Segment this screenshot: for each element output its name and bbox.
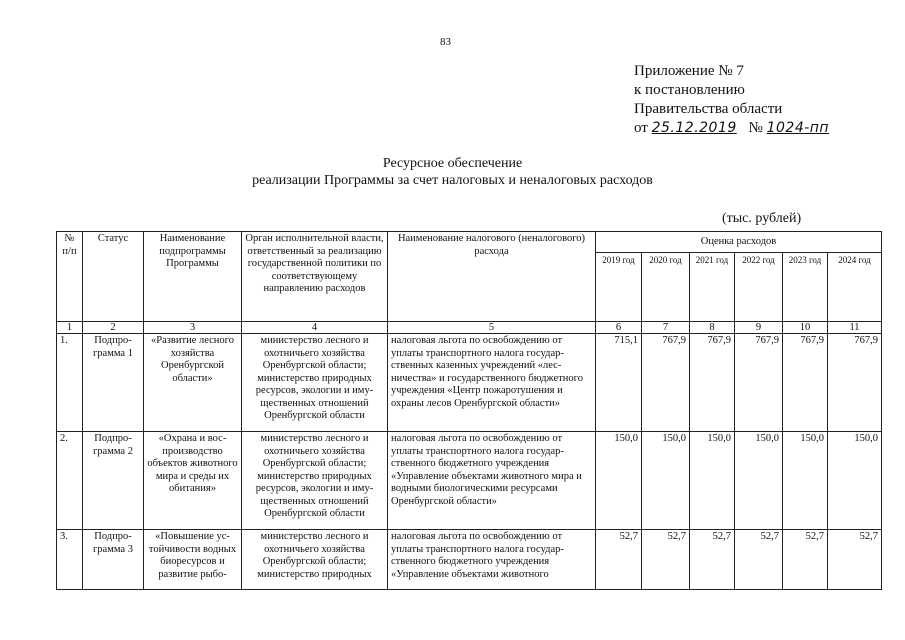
- row-number: 3.: [57, 530, 83, 590]
- row-subprogram: «Повышение устойчивости водных биоресурсов и развитие рыбо-: [144, 530, 242, 590]
- header-subprogram: Наименование подпрограммы Программы: [144, 232, 242, 322]
- document-title: [0, 155, 905, 189]
- row-number: 2.: [57, 432, 83, 530]
- column-number-row: [57, 322, 882, 334]
- column-number: 7: [642, 322, 690, 334]
- resource-table: [56, 231, 882, 590]
- row-value: 150,0: [642, 432, 690, 530]
- row-value: 52,7: [690, 530, 735, 590]
- row-value: 52,7: [828, 530, 882, 590]
- row-authority: министерство лесного и охотничьего хозяйства Оренбургской области; министерство природных: [242, 530, 388, 590]
- appendix-title: Приложение № 7: [634, 63, 744, 79]
- row-value: 150,0: [690, 432, 735, 530]
- header-year: 2024 год: [828, 252, 882, 321]
- appendix-line-resolution: к постановлению: [634, 82, 745, 98]
- column-number: 9: [735, 322, 783, 334]
- table-row: [57, 432, 882, 530]
- row-status: Подпрограмма 1: [83, 334, 144, 432]
- header-expense: Наименование налогового (неналогового) расхода: [388, 232, 596, 322]
- row-authority: министерство лесного и охотничьего хозяйства Оренбургской области; министерство природных ресурсов, экологии и имущественных отношений Оренбургской области: [242, 432, 388, 530]
- header-year: 2020 год: [642, 252, 690, 321]
- row-value: 52,7: [783, 530, 828, 590]
- row-value: 150,0: [596, 432, 642, 530]
- row-value: 767,9: [783, 334, 828, 432]
- header-year: 2023 год: [783, 252, 828, 321]
- header-status: Статус: [83, 232, 144, 322]
- row-subprogram: «Развитие лесного хозяйства Оренбургской области»: [144, 334, 242, 432]
- column-number: 2: [83, 322, 144, 334]
- row-value: 150,0: [783, 432, 828, 530]
- column-number: 6: [596, 322, 642, 334]
- title-line-1: Ресурсное обеспечение: [382, 156, 523, 171]
- header-row: [57, 232, 882, 253]
- header-num: № п/п: [57, 232, 83, 322]
- header-year: 2022 год: [735, 252, 783, 321]
- row-value: 52,7: [596, 530, 642, 590]
- header-year: 2021 год: [690, 252, 735, 321]
- title-line-2: реализации Программы за счет налоговых и неналоговых расходов: [252, 173, 653, 188]
- row-value: 52,7: [735, 530, 783, 590]
- page-number: 83: [440, 36, 451, 48]
- header-year: 2019 год: [596, 252, 642, 321]
- row-authority: министерство лесного и охотничьего хозяйства Оренбургской области; министерство природных ресурсов, экологии и имущественных отношений Оренбургской области: [242, 334, 388, 432]
- row-expense: налоговая льгота по освобождению от уплаты транспортного налога государственных казенных учреждений «лесничества» и государственного бюджетного учреждения «Центр пожаротушения и охраны лесов Оренбургской области»: [388, 334, 596, 432]
- column-number: 10: [783, 322, 828, 334]
- appendix-date-line: [634, 119, 829, 138]
- date-prefix: от: [634, 120, 648, 136]
- row-value: 715,1: [596, 334, 642, 432]
- column-number: 8: [690, 322, 735, 334]
- handwritten-date: 25.12.2019: [651, 120, 737, 136]
- row-status: Подпрограмма 2: [83, 432, 144, 530]
- row-subprogram: «Охрана и воспроизводство объектов животного мира и среды их обитания»: [144, 432, 242, 530]
- row-value: 767,9: [735, 334, 783, 432]
- row-number: 1.: [57, 334, 83, 432]
- units-label: (тыс. рублей): [722, 211, 802, 226]
- appendix-block: [634, 62, 829, 138]
- row-value: 52,7: [642, 530, 690, 590]
- table-row: [57, 334, 882, 432]
- column-number: 11: [828, 322, 882, 334]
- column-number: 4: [242, 322, 388, 334]
- row-expense: налоговая льгота по освобождению от уплаты транспортного налога государственного бюджетного учреждения «Управление объектами животного мира и водными биологическими ресурсами Оренбургской области»: [388, 432, 596, 530]
- row-expense: налоговая льгота по освобождению от уплаты транспортного налога государственного бюджетного учреждения «Управление объектами животного: [388, 530, 596, 590]
- header-authority: Орган исполнительной власти, ответственный за реализацию государственной политики по соответствующему направлению расходов: [242, 232, 388, 322]
- column-number: 3: [144, 322, 242, 334]
- row-value: 150,0: [735, 432, 783, 530]
- row-value: 767,9: [642, 334, 690, 432]
- row-value: 150,0: [828, 432, 882, 530]
- row-value: 767,9: [690, 334, 735, 432]
- table-row: [57, 530, 882, 590]
- row-status: Подпрограмма 3: [83, 530, 144, 590]
- number-prefix: №: [748, 120, 763, 136]
- handwritten-number: 1024-пп: [766, 120, 830, 136]
- header-estimate: Оценка расходов: [596, 232, 882, 253]
- column-number: 5: [388, 322, 596, 334]
- appendix-line-government: Правительства области: [634, 101, 783, 117]
- row-value: 767,9: [828, 334, 882, 432]
- column-number: 1: [57, 322, 83, 334]
